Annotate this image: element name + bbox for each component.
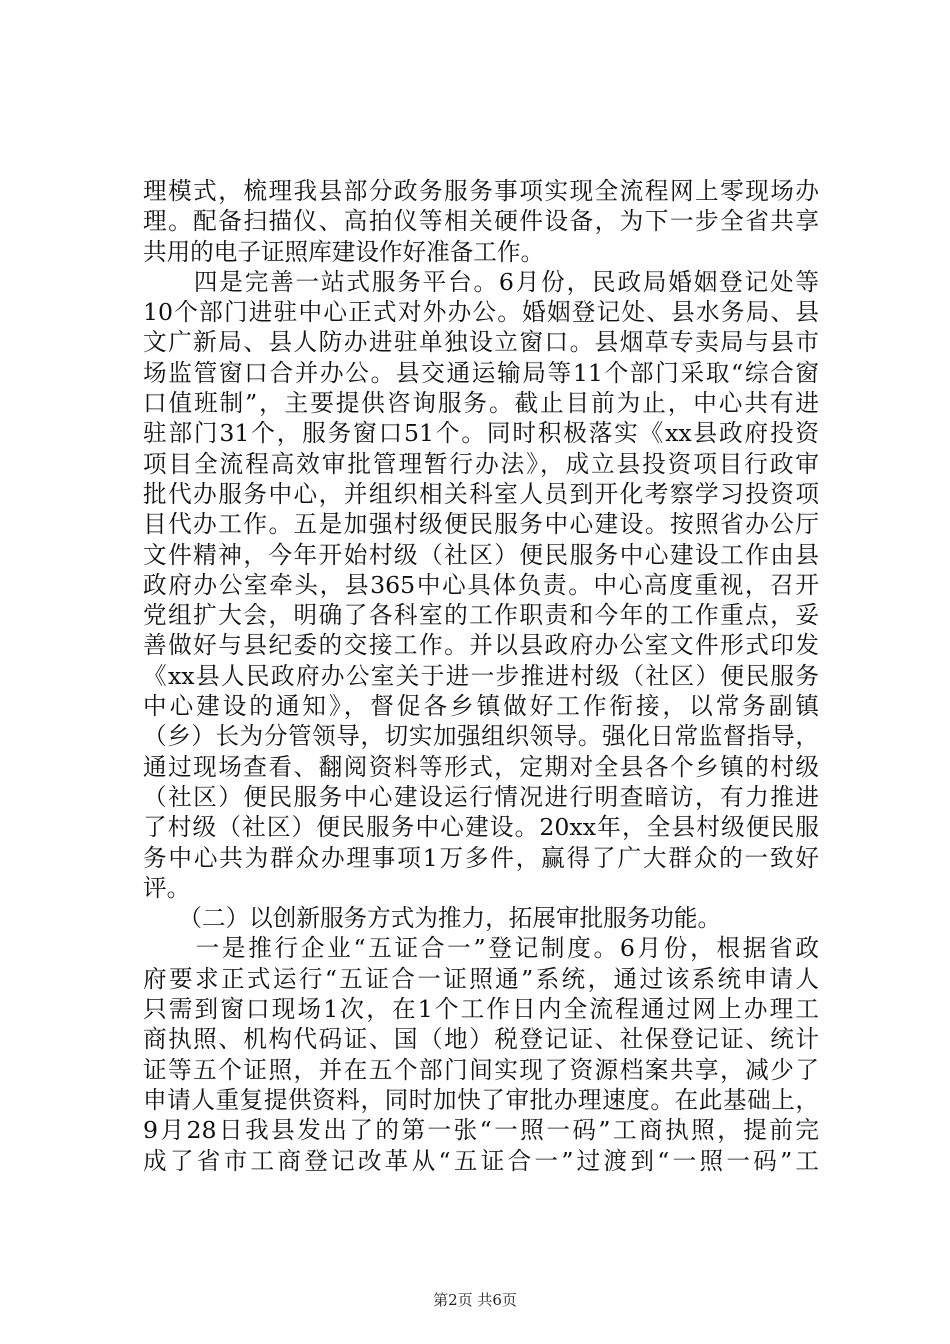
text-line: 四是完善一站式服务平台。6月份，民政局婚姻登记处等 (143, 267, 819, 296)
text-line: 府要求正式运行“五证合一证照通”系统，通过该系统申请人 (143, 964, 819, 993)
page-footer: 第2页 共6页 (433, 1291, 517, 1309)
text-line: 成了省市工商登记改革从“五证合一”过渡到“一照一码”工 (143, 1146, 819, 1175)
text-line: 10个部门进驻中心正式对外办公。婚姻登记处、县水务局、县 (143, 298, 819, 327)
text-line: 善做好与县纪委的交接工作。并以县政府办公室文件形式印发 (143, 631, 819, 660)
text-line: 驻部门31个，服务窗口51个。同时积极落实《xx县政府投资 (143, 419, 819, 448)
text-line: 申请人重复提供资料，同时加快了审批办理速度。在此基础上， (143, 1085, 819, 1114)
text-line: 评。 (143, 873, 191, 902)
text-line: 场监管窗口合并办公。县交通运输局等11个部门采取“综合窗 (143, 358, 819, 387)
text-line: 文件精神，今年开始村级（社区）便民服务中心建设工作由县 (143, 540, 819, 569)
text-line: （社区）便民服务中心建设运行情况进行明查暗访，有力推进 (143, 782, 819, 811)
body-text (143, 176, 819, 1176)
text-line: 理模式，梳理我县部分政务服务事项实现全流程网上零现场办 (143, 177, 819, 205)
text-line: 批代办服务中心，并组织相关科室人员到开化考察学习投资项 (143, 479, 819, 508)
text-line: 9月28日我县发出了的第一张“一照一码”工商执照，提前完 (143, 1116, 819, 1145)
text-line: （二）以创新服务方式为推力，拓展审批服务功能。 (143, 904, 722, 933)
text-line: 目代办工作。五是加强村级便民服务中心建设。按照省办公厅 (143, 510, 819, 539)
text-line: 《xx县人民政府办公室关于进一步推进村级（社区）便民服务 (143, 661, 819, 690)
text-line: 一是推行企业“五证合一”登记制度。6月份，根据省政 (143, 934, 819, 963)
text-line: 党组扩大会，明确了各科室的工作职责和今年的工作重点，妥 (143, 601, 819, 630)
text-line: 只需到窗口现场1次，在1个工作日内全流程通过网上办理工 (143, 995, 819, 1024)
text-line: 证等五个证照，并在五个部门间实现了资源档案共享，减少了 (143, 1055, 819, 1084)
text-line: 口值班制”，主要提供咨询服务。截止目前为止，中心共有进 (143, 389, 819, 418)
text-line: 中心建设的通知》，督促各乡镇做好工作衔接，以常务副镇 (143, 692, 819, 721)
text-line: 通过现场查看、翻阅资料等形式，定期对全县各个乡镇的村级 (143, 752, 819, 781)
text-line: 理。配备扫描仪、高拍仪等相关硬件设备，为下一步全省共享 (143, 207, 819, 236)
text-line: 政府办公室牵头，县365中心具体负责。中心高度重视，召开 (143, 570, 819, 599)
text-line: 务中心共为群众办理事项1万多件，赢得了广大群众的一致好 (143, 843, 819, 872)
text-line: 商执照、机构代码证、国（地）税登记证、社保登记证、统计 (143, 1025, 819, 1054)
text-line: 共用的电子证照库建设作好准备工作。 (143, 237, 545, 266)
text-line: （乡）长为分管领导，切实加强组织领导。强化日常监督指导， (143, 722, 819, 751)
text-line: 了村级（社区）便民服务中心建设。20xx年，全县村级便民服 (143, 813, 819, 842)
text-line: 项目全流程高效审批管理暂行办法》，成立县投资项目行政审 (143, 449, 819, 478)
text-line: 文广新局、县人防办进驻单独设立窗口。县烟草专卖局与县市 (143, 328, 819, 357)
